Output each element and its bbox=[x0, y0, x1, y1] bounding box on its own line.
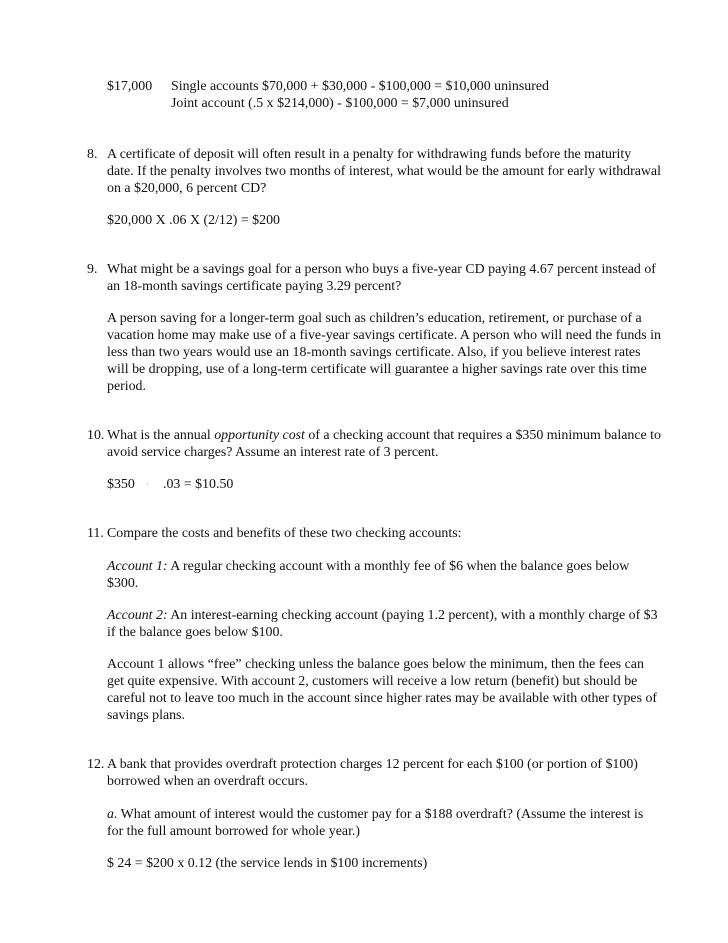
q12-number: 12. bbox=[87, 757, 105, 772]
q8-answer: $20,000 X .06 X (2/12) = $200 bbox=[107, 213, 280, 228]
q11-answer-line: get quite expensive. With account 2, customers will receive a low return (benefit) but should be bbox=[107, 674, 638, 689]
q9-question-line: What might be a savings goal for a person who buys a five-year CD paying 4.67 percent instead of bbox=[107, 262, 656, 277]
q9-answer-line: period. bbox=[107, 379, 146, 394]
q10-answer-result: .03 = $10.50 bbox=[163, 477, 234, 492]
part-a-text: What amount of interest would the customer pay for a $188 overdraft? (Assume the interest is bbox=[117, 807, 644, 822]
q11-answer-line: savings plans. bbox=[107, 708, 185, 723]
q12-question-line: borrowed when an overdraft occurs. bbox=[107, 774, 308, 789]
q8-question-line: date. If the penalty involves two months of interest, what would be the amount for early withdrawal bbox=[107, 164, 661, 179]
q10-emphasis: opportunity cost bbox=[214, 428, 305, 443]
q10-answer-amount: $350 bbox=[107, 477, 135, 492]
q11-account2-line bbox=[107, 607, 658, 625]
q11-account1-line: $300. bbox=[107, 576, 139, 591]
q11-answer-line: Account 1 allows “free” checking unless the balance goes below the minimum, then the fees can bbox=[107, 657, 644, 672]
q8-number: 8. bbox=[87, 147, 98, 162]
q11-answer-line: careful not to leave too much in the account since higher rates may be available with other types of bbox=[107, 691, 658, 706]
q9-answer-line: A person saving for a longer-term goal such as children’s education, retirement, or purchase of a bbox=[107, 311, 642, 326]
q10-question-line: avoid service charges? Assume an interest rate of 3 percent. bbox=[107, 445, 439, 460]
q9-number: 9. bbox=[87, 262, 98, 277]
q12-part-a-line bbox=[107, 806, 643, 824]
q11-number: 11. bbox=[87, 526, 104, 541]
account2-label: Account 2: bbox=[107, 608, 168, 623]
q11-account2-line: if the balance goes below $100. bbox=[107, 625, 283, 640]
account1-label: Account 1: bbox=[107, 559, 168, 574]
q10-multiply-symbol: ⋅ bbox=[146, 479, 150, 489]
q9-answer-line: less than two years would use an 18-month savings certificate. Also, if you believe interest rates bbox=[107, 345, 641, 360]
account1-text: A regular checking account with a monthly fee of $6 when the balance goes below bbox=[167, 559, 630, 574]
account2-text: An interest-earning checking account (paying 1.2 percent), with a monthly charge of $3 bbox=[167, 608, 658, 623]
q8-question-line: A certificate of deposit will often result in a penalty for withdrawing funds before the maturity bbox=[107, 147, 632, 162]
q9-answer-line: vacation home may make use of a five-year savings certificate. A person who will need the funds in bbox=[107, 328, 661, 343]
q12-answer: $ 24 = $200 x 0.12 (the service lends in $100 increments) bbox=[107, 856, 428, 871]
top-amount: $17,000 bbox=[107, 79, 153, 94]
q10-number: 10. bbox=[87, 428, 105, 443]
q10-text: What is the annual bbox=[107, 428, 215, 443]
q9-answer-line: will be dropping, use of a long-term certificate will guarantee a higher savings rate over this time bbox=[107, 362, 647, 377]
q12-question-line: A bank that provides overdraft protection charges 12 percent for each $100 (or portion of $100) bbox=[107, 757, 638, 772]
q8-question-line: on a $20,000, 6 percent CD? bbox=[107, 181, 267, 196]
q11-account1-line bbox=[107, 558, 629, 576]
q10-question-line bbox=[107, 427, 661, 445]
q10-text: of a checking account that requires a $350 minimum balance to bbox=[304, 428, 661, 443]
part-a-label: a. bbox=[107, 807, 118, 822]
top-line-single: Single accounts $70,000 + $30,000 - $100,000 = $10,000 uninsured bbox=[171, 79, 549, 94]
q12-part-a-line: for the full amount borrowed for whole year.) bbox=[107, 824, 361, 839]
q11-question: Compare the costs and benefits of these two checking accounts: bbox=[107, 526, 462, 541]
top-line-joint: Joint account (.5 x $214,000) - $100,000 = $7,000 uninsured bbox=[171, 96, 509, 111]
q9-question-line: an 18-month savings certificate paying 3.29 percent? bbox=[107, 279, 402, 294]
